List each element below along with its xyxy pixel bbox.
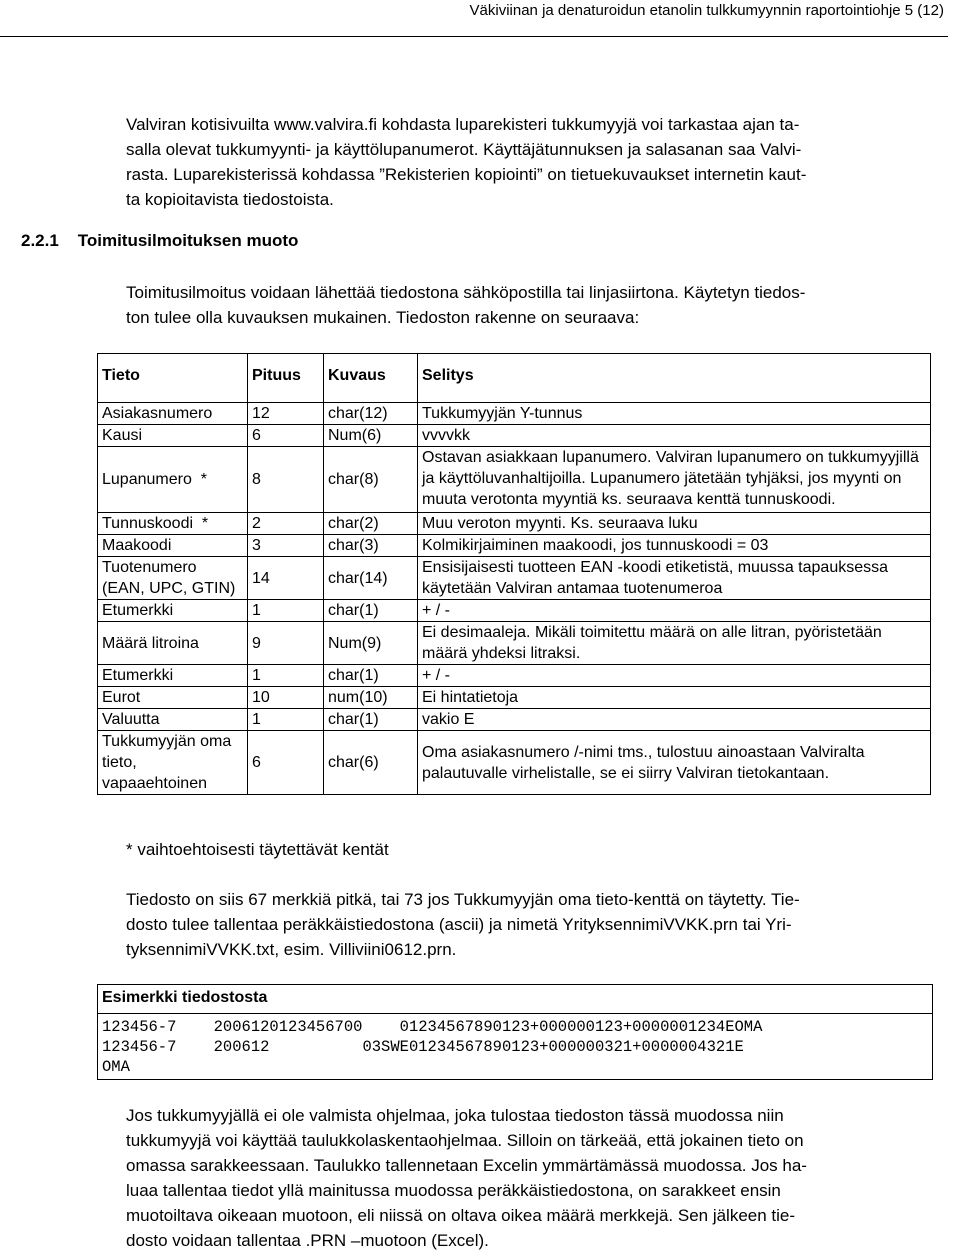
cell-pituus: 2 bbox=[248, 513, 324, 535]
cell-kuvaus: Num(6) bbox=[324, 425, 418, 447]
cell-pituus: 3 bbox=[248, 535, 324, 557]
example-line: 123456-7 200612 03SWE01234567890123+000000321+0000004321E bbox=[102, 1038, 744, 1056]
cell-kuvaus: char(1) bbox=[324, 600, 418, 622]
text-line: dosto tulee tallentaa peräkkäistiedostona (ascii) ja nimetä YrityksennimiVVKK.prn tai Yri- bbox=[126, 915, 792, 934]
cell-pituus: 10 bbox=[248, 687, 324, 709]
table-row bbox=[98, 600, 931, 622]
cell-selitys: + / - bbox=[418, 665, 931, 687]
intro-paragraph bbox=[126, 112, 954, 212]
cell-pituus: 1 bbox=[248, 665, 324, 687]
text-line: Toimitusilmoitus voidaan lähettää tiedostona sähköpostilla tai linjasiirtona. Käytetyn tiedos- bbox=[126, 283, 806, 302]
table-row bbox=[98, 622, 931, 665]
text-line: omassa sarakkeessaan. Taulukko tallennetaan Excelin ymmärtämässä muodossa. Jos ha- bbox=[126, 1156, 807, 1175]
table-row bbox=[98, 709, 931, 731]
cell-pituus: 6 bbox=[248, 425, 324, 447]
text-line: ton tulee olla kuvauksen mukainen. Tiedoston rakenne on seuraava: bbox=[126, 308, 640, 327]
cell-tieto: Etumerkki bbox=[98, 665, 248, 687]
example-file-box bbox=[97, 984, 933, 1080]
table-row bbox=[98, 447, 931, 513]
table-row bbox=[98, 535, 931, 557]
header-divider bbox=[0, 36, 948, 37]
cell-kuvaus: char(1) bbox=[324, 665, 418, 687]
text-line: Jos tukkumyyjällä ei ole valmista ohjelmaa, joka tulostaa tiedoston tässä muodossa niin bbox=[126, 1106, 784, 1125]
text-line: salla olevat tukkumyynti- ja käyttölupanumerot. Käyttäjätunnuksen ja salasanan saa Valvi- bbox=[126, 140, 802, 159]
cell-tieto-text: Tuotenumero (EAN, UPC, GTIN) bbox=[102, 559, 236, 597]
example-line: OMA bbox=[102, 1058, 130, 1076]
cell-pituus: 14 bbox=[248, 557, 324, 600]
column-header: Pituus bbox=[248, 354, 324, 395]
text-line: Tiedosto on siis 67 merkkiä pitkä, tai 73 jos Tukkumyyjän oma tieto-kenttä on täytetty. Tie- bbox=[126, 890, 800, 909]
cell-selitys: Ensisijaisesti tuotteen EAN -koodi etiketistä, muussa tapauksessa käytetään Valviran antamaa tuotenumeroa bbox=[418, 557, 931, 600]
cell-tieto: Kausi bbox=[98, 425, 248, 447]
cell-tieto: Tunnuskoodi * bbox=[98, 513, 248, 535]
cell-pituus: 8 bbox=[248, 447, 324, 513]
cell-kuvaus: char(8) bbox=[324, 447, 418, 513]
column-header: Kuvaus bbox=[324, 354, 418, 395]
cell-tieto: Eurot bbox=[98, 687, 248, 709]
section-heading bbox=[21, 231, 298, 251]
table-row bbox=[98, 665, 931, 687]
footnote: * vaihtoehtoisesti täytettävät kentät bbox=[126, 840, 389, 859]
text-line: dosto voidaan tallentaa .PRN –muotoon (Excel). bbox=[126, 1231, 489, 1250]
text-line: luaa tallentaa tiedot yllä mainitussa muodossa peräkkäistiedostona, on sarakkeet ensin bbox=[126, 1181, 781, 1200]
cell-pituus: 6 bbox=[248, 731, 324, 795]
text-line: Valviran kotisivuilta www.valvira.fi kohdasta luparekisteri tukkumyyjä voi tarkastaa ajan ta- bbox=[126, 115, 800, 134]
section-number: 2.2.1 bbox=[21, 231, 59, 250]
cell-kuvaus: char(14) bbox=[324, 557, 418, 600]
cell-pituus: 12 bbox=[248, 403, 324, 425]
example-title: Esimerkki tiedostosta bbox=[98, 985, 932, 1014]
cell-selitys: Ei desimaaleja. Mikäli toimitettu määrä on alle litran, pyöristetään määrä yhdeksi litraksi. bbox=[418, 622, 931, 665]
table-spacer-row bbox=[98, 394, 931, 403]
cell-selitys: Muu veroton myynti. Ks. seuraava luku bbox=[418, 513, 931, 535]
cell-tieto: Määrä litroina bbox=[98, 622, 248, 665]
text-line: muotoiltava oikeaan muotoon, eli niissä on oltava oikea määrä merkkejä. Sen jälkeen tie- bbox=[126, 1206, 796, 1225]
cell-tieto: Maakoodi bbox=[98, 535, 248, 557]
cell-tieto: Tukkumyyjän oma tieto, vapaaehtoinen bbox=[98, 731, 248, 795]
summary-paragraph bbox=[126, 887, 954, 962]
cell-selitys: vvvvkk bbox=[418, 425, 931, 447]
table-row bbox=[98, 513, 931, 535]
cell-kuvaus: Num(9) bbox=[324, 622, 418, 665]
text-line: ta kopioitavista tiedostoista. bbox=[126, 190, 334, 209]
cell-pituus: 1 bbox=[248, 709, 324, 731]
cell-kuvaus: char(2) bbox=[324, 513, 418, 535]
cell-selitys: Kolmikirjaiminen maakoodi, jos tunnuskoodi = 03 bbox=[418, 535, 931, 557]
closing-paragraph bbox=[126, 1103, 954, 1253]
table-row bbox=[98, 731, 931, 795]
text-line: tukkumyyjä voi käyttää taulukkolaskentaohjelmaa. Silloin on tärkeää, että jokainen tieto on bbox=[126, 1131, 804, 1150]
cell-selitys: + / - bbox=[418, 600, 931, 622]
cell-kuvaus: char(3) bbox=[324, 535, 418, 557]
table-row bbox=[98, 403, 931, 425]
cell-tieto: Asiakasnumero bbox=[98, 403, 248, 425]
text-line: tyksennimiVVKK.txt, esim. Villiviini0612.prn. bbox=[126, 940, 457, 959]
cell-kuvaus: char(12) bbox=[324, 403, 418, 425]
cell-pituus: 1 bbox=[248, 600, 324, 622]
column-header: Selitys bbox=[418, 354, 931, 395]
cell-selitys: Ei hintatietoja bbox=[418, 687, 931, 709]
section-paragraph bbox=[126, 280, 954, 330]
table-row bbox=[98, 687, 931, 709]
cell-tieto: Lupanumero * bbox=[98, 447, 248, 513]
table-header-row bbox=[98, 354, 931, 395]
example-line: 123456-7 2006120123456700 01234567890123+000000123+0000001234EOMA bbox=[102, 1018, 763, 1036]
cell-kuvaus: char(6) bbox=[324, 731, 418, 795]
record-format-table bbox=[97, 353, 931, 795]
example-content bbox=[98, 1014, 932, 1079]
table-row bbox=[98, 425, 931, 447]
column-header: Tieto bbox=[98, 354, 248, 395]
cell-pituus: 9 bbox=[248, 622, 324, 665]
cell-tieto: Etumerkki bbox=[98, 600, 248, 622]
cell-kuvaus: num(10) bbox=[324, 687, 418, 709]
text-line: rasta. Luparekisterissä kohdassa ”Rekisterien kopiointi” on tietuekuvaukset internetin kaut- bbox=[126, 165, 807, 184]
cell-tieto bbox=[98, 557, 248, 600]
page-header: Väkiviinan ja denaturoidun etanolin tulkkumyynnin raportointiohje 5 (12) bbox=[469, 2, 944, 19]
cell-selitys: Ostavan asiakkaan lupanumero. Valviran lupanumero on tukkumyyjillä ja käyttöluvanhaltijoilla. Lupanumero jätetään tyhjäksi, jos myynti on muuta verotonta myyntiä ks. seuraava kenttä tunnuskoodi. bbox=[418, 447, 931, 513]
cell-selitys: Oma asiakasnumero /-nimi tms., tulostuu ainoastaan Valviralta palautuvalle virhelistalle, se ei siirry Valviran tietokantaan. bbox=[418, 731, 931, 795]
cell-kuvaus: char(1) bbox=[324, 709, 418, 731]
section-title: Toimitusilmoituksen muoto bbox=[77, 231, 299, 250]
cell-tieto: Valuutta bbox=[98, 709, 248, 731]
table-row bbox=[98, 557, 931, 600]
cell-selitys: Tukkumyyjän Y-tunnus bbox=[418, 403, 931, 425]
cell-selitys: vakio E bbox=[418, 709, 931, 731]
